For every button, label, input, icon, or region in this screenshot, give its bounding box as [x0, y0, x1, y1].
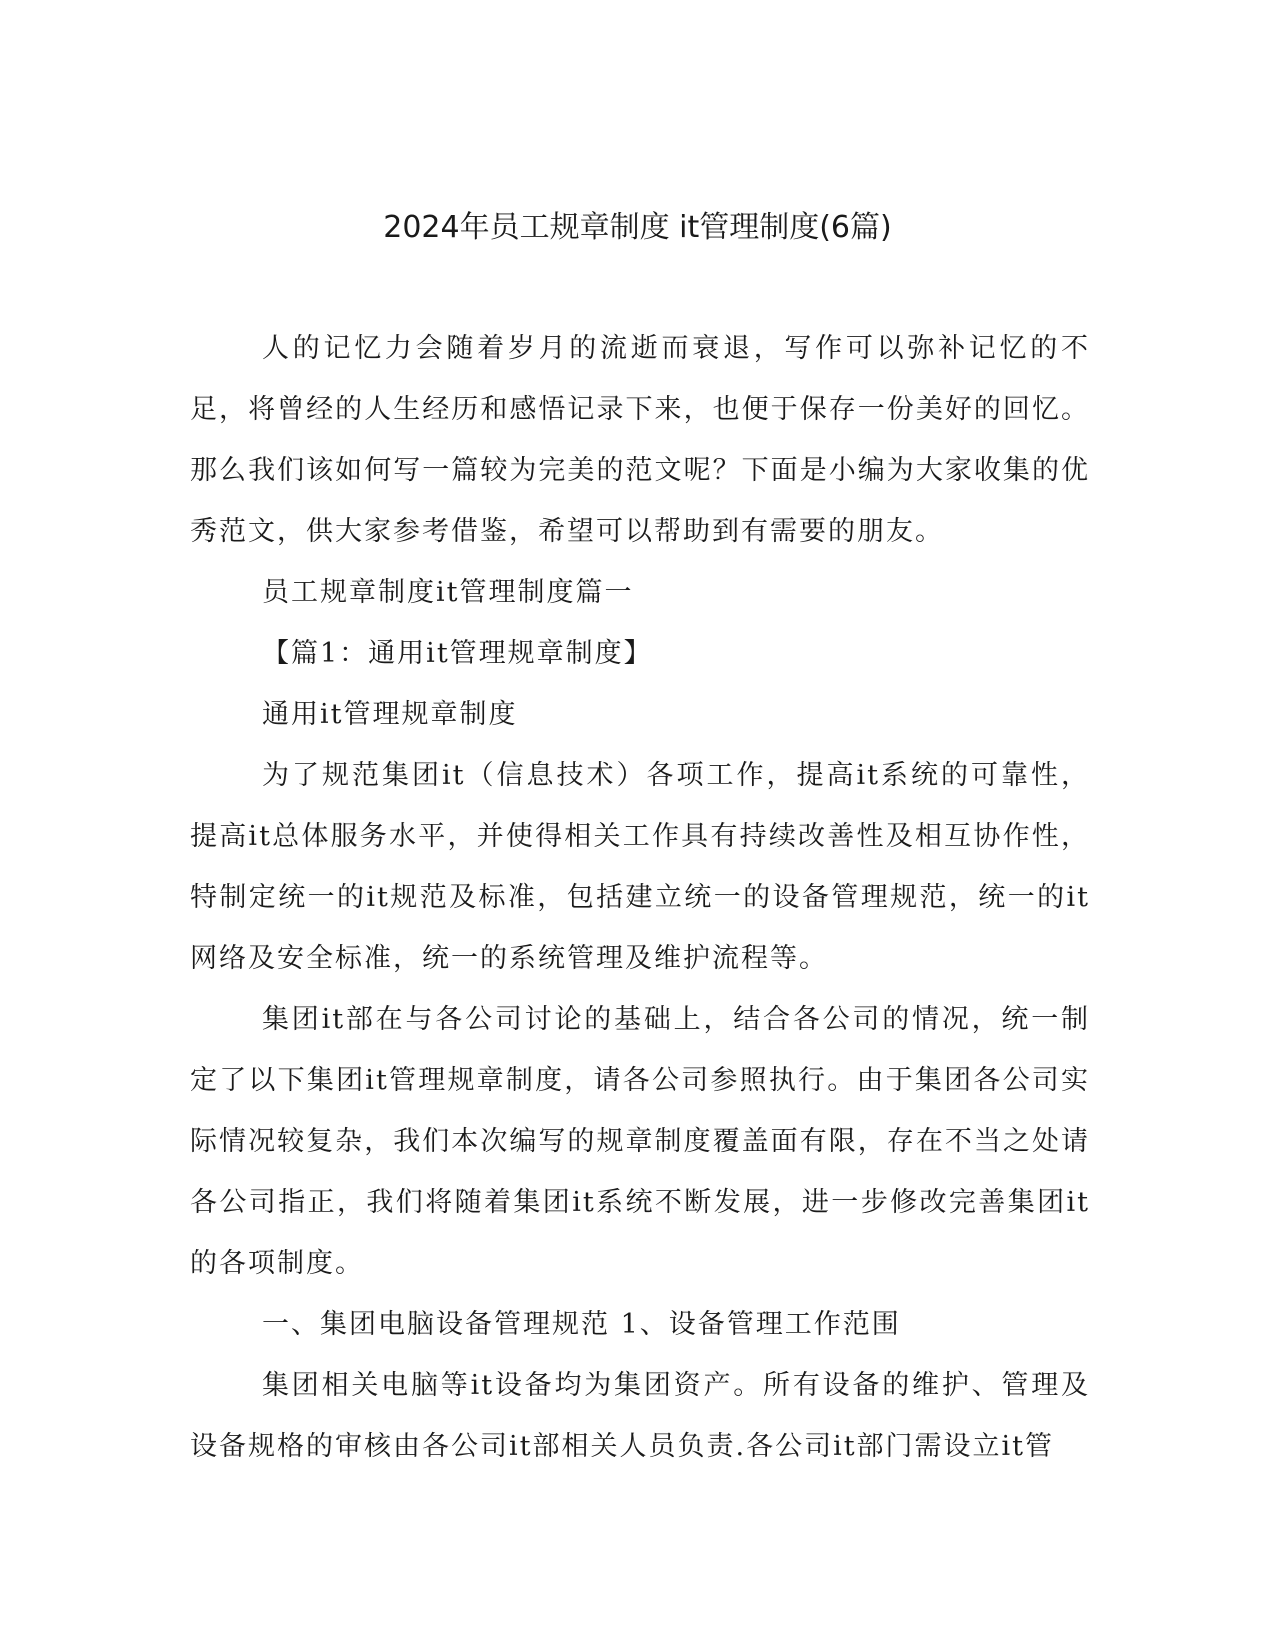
- intro-paragraph: 人的记忆力会随着岁月的流逝而衰退，写作可以弥补记忆的不足，将曾经的人生经历和感悟记录下来，也便于保存一份美好的回忆。那么我们该如何写一篇较为完美的范文呢？下面是小编为大家收集的优秀范文，供大家参考借鉴，希望可以帮助到有需要的朋友。: [190, 333, 1090, 547]
- document-title: 2024年员工规章制度 it管理制度(6篇): [383, 210, 892, 245]
- article-heading: 【篇1：通用it管理规章制度】: [262, 638, 653, 669]
- scope-paragraph: 集团it部在与各公司讨论的基础上，结合各公司的情况，统一制定了以下集团it管理规章制度，请各公司参照执行。由于集团各公司实际情况较复杂，我们本次编写的规章制度覆盖面有限，存在不当之处请各公司指正，我们将随着集团it系统不断发展，进一步修改完善集团it的各项制度。: [190, 1004, 1090, 1279]
- section-heading-part-one: 员工规章制度it管理制度篇一: [262, 577, 634, 608]
- equipment-paragraph: 集团相关电脑等it设备均为集团资产。所有设备的维护、管理及设备规格的审核由各公司it部相关人员负责.各公司it部门需设立it管: [190, 1370, 1090, 1462]
- equipment-section-heading: 一、集团电脑设备管理规范 1、设备管理工作范围: [262, 1309, 901, 1340]
- article-subtitle: 通用it管理规章制度: [262, 699, 518, 730]
- purpose-paragraph: 为了规范集团it（信息技术）各项工作，提高it系统的可靠性，提高it总体服务水平，并使得相关工作具有持续改善性及相互协作性，特制定统一的it规范及标准，包括建立统一的设备管理规范，统一的it网络及安全标准，统一的系统管理及维护流程等。: [190, 760, 1090, 974]
- document-body: [190, 318, 1090, 1477]
